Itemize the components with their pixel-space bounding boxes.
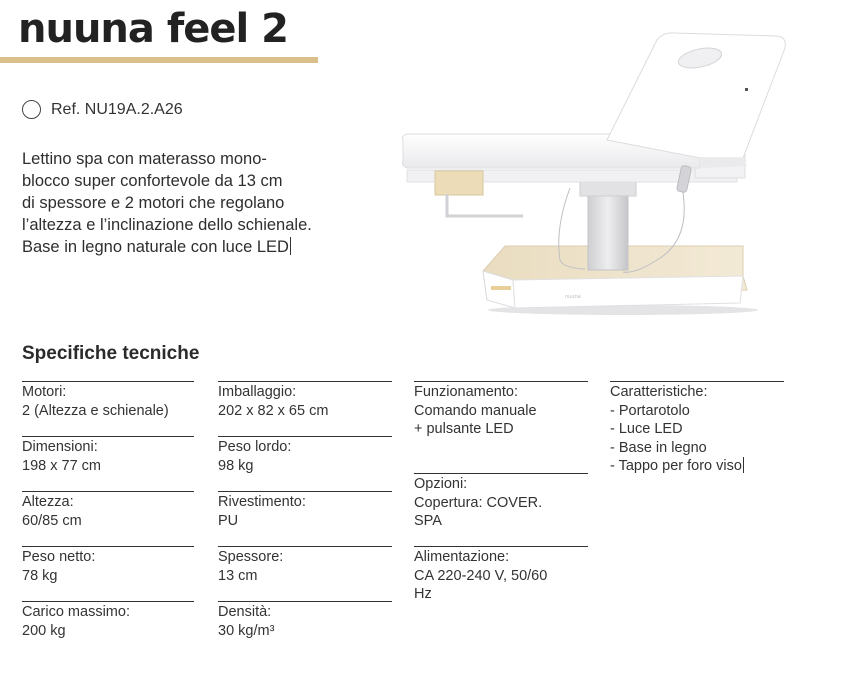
- spec-value: 13 cm: [218, 567, 258, 584]
- spec-value: CA 220-240 V, 50/60: [414, 567, 548, 584]
- lift-column: [580, 178, 636, 270]
- description-line: l’altezza e l’inclinazione dello schienale.: [22, 216, 312, 234]
- spec-peso-netto: [22, 546, 194, 585]
- specs-title: Specifiche tecniche: [22, 343, 200, 364]
- spec-value: SPA: [414, 513, 442, 529]
- description-line: Lettino spa con materasso mono-: [22, 150, 267, 168]
- feature-item: - Portarotolo: [610, 402, 690, 419]
- spec-peso-lordo: [218, 436, 392, 475]
- reference-row: [22, 100, 183, 119]
- spec-funzionamento: [414, 381, 588, 439]
- spec-label: Alimentazione :: [414, 548, 588, 567]
- spec-value: Copertura: COVER.: [414, 494, 543, 511]
- product-description: [22, 148, 372, 258]
- description-line: Base in legno naturale con luce LED: [22, 236, 372, 258]
- spec-label: Funzionamento :: [414, 383, 588, 402]
- product-title: nuuna feel 2: [18, 6, 288, 52]
- spec-value: 2 (Altezza e schienale): [22, 402, 169, 419]
- feature-item: - Tappo per foro viso: [610, 457, 784, 476]
- spa-bed-image: [395, 28, 815, 328]
- description-line: di spessore e 2 motori che regolano: [22, 194, 285, 212]
- spec-value: 78 kg: [22, 567, 58, 584]
- spec-label: Opzioni :: [414, 475, 588, 494]
- base-logo: nuuna: [565, 294, 581, 300]
- spec-value: Hz: [414, 586, 432, 602]
- spec-value: PU: [218, 512, 239, 529]
- spec-label: Motori :: [22, 383, 194, 402]
- spec-value: Comando manuale: [414, 402, 537, 419]
- spec-value: 98 kg: [218, 457, 254, 474]
- title-underline: [0, 57, 318, 63]
- spec-caratteristiche: [610, 381, 784, 476]
- spec-label: Densità :: [218, 603, 392, 622]
- spec-value: 202 x 82 x 65 cm: [218, 402, 329, 419]
- spec-label: Altezza :: [22, 493, 194, 512]
- hand-remote: [676, 165, 691, 193]
- spec-altezza: [22, 491, 194, 530]
- spec-densita: [218, 601, 392, 640]
- spec-label: Spessore :: [218, 548, 392, 567]
- spec-imballaggio: [218, 381, 392, 420]
- spec-value: + pulsante LED: [414, 421, 514, 437]
- feature-item: - Base in legno: [610, 439, 707, 456]
- spec-value: 60/85 cm: [22, 512, 82, 529]
- spec-label: Caratteristiche :: [610, 383, 784, 402]
- spec-opzioni: [414, 473, 588, 531]
- spec-carico-massimo: [22, 601, 194, 640]
- spec-label: Rivestimento :: [218, 493, 392, 512]
- description-line: blocco super confortevole da 13 cm: [22, 172, 283, 190]
- spec-alimentazione: [414, 546, 588, 604]
- spec-dimensioni: [22, 436, 194, 475]
- spec-label: Peso lordo :: [218, 438, 392, 457]
- spec-spessore: [218, 546, 392, 585]
- spec-label: Imballaggio :: [218, 383, 392, 402]
- spec-value: 200 kg: [22, 622, 66, 639]
- spec-motori: [22, 381, 194, 420]
- spec-label: Carico massimo :: [22, 603, 194, 622]
- spec-value: 198 x 77 cm: [22, 457, 101, 474]
- feature-item: - Luce LED: [610, 421, 683, 437]
- spec-value: 30 kg/m³: [218, 622, 275, 639]
- spec-rivestimento: [218, 491, 392, 530]
- spec-label: Peso netto :: [22, 548, 194, 567]
- spec-label: Dimensioni :: [22, 438, 194, 457]
- reference-code: Ref. NU19A.2.A26: [51, 100, 183, 118]
- select-circle-icon[interactable]: [22, 100, 41, 119]
- towel-holder: [447, 194, 523, 216]
